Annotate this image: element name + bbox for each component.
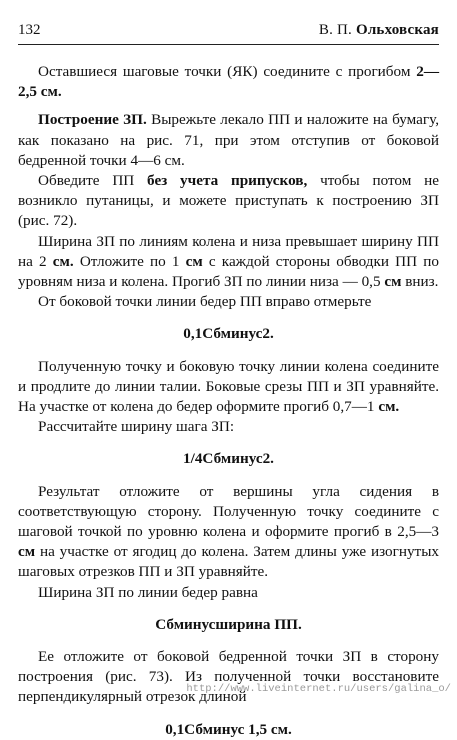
watermark-url: http://www.liveinternet.ru/users/galina_o/ <box>186 683 451 695</box>
author-surname: Ольховская <box>355 22 439 38</box>
bold-unit: см <box>18 543 36 561</box>
paragraph-6 <box>18 357 439 418</box>
formula-3: Сбминусширина ПП. <box>155 615 302 633</box>
bold-measure: 2—2,5 см. <box>18 63 439 101</box>
bold-unit: см <box>384 273 402 291</box>
paragraph-text: на участке от ягодиц до колена. Затем длины уже изогнутых шаговых отрезков ПП и ЗП уравняйте. <box>18 543 439 581</box>
bold-unit: см. <box>52 252 74 270</box>
paragraph-7: Рассчитайте ширину шага ЗП: <box>38 418 235 436</box>
paragraph-text: вниз. <box>401 273 439 291</box>
paragraph-text: Вырежьте лекало ПП и наложите на бумагу, как показано на рис. 71, при этом отступив от боковой бедренной точки 4—6 см. <box>18 111 439 169</box>
paragraph-2 <box>18 110 439 171</box>
paragraph-text: Оставшиеся шаговые точки (ЯК) соедините с прогибом <box>38 63 417 80</box>
author-initials: В. П. <box>318 22 352 38</box>
bold-phrase: без учета припусков, <box>147 172 308 190</box>
page-number: 132 <box>18 22 41 38</box>
paragraph-text: Обведите ПП <box>38 172 148 190</box>
paragraph-5: От боковой точки линии бедер ПП вправо отмерьте <box>38 293 372 311</box>
page-header <box>18 22 439 45</box>
paragraph-10: Ее отложите от боковой бедренной точки ЗП в сторону построения (рис. 73). Из полученной точки восстановите перпендикулярный отрезок длиной <box>18 648 439 706</box>
paragraph-text: с каждой стороны обводки ПП по уровням низа и колена. Прогиб ЗП по линии низа — 0,5 <box>18 252 439 291</box>
bold-unit: см. <box>378 398 400 416</box>
paragraph-4 <box>18 232 439 293</box>
formula-1: 0,1Сбминус2. <box>183 325 274 343</box>
running-head <box>319 22 439 39</box>
paragraph-text: Отложите по 1 <box>73 252 186 270</box>
paragraph-8 <box>18 482 439 583</box>
paragraph-3 <box>18 171 439 232</box>
paragraph-text: Полученную точку и боковую точку линии колена соедините и продлите до линии талии. Боковые срезы ПП и ЗП уравняйте. На участке от колена до бедер оформите прогиб 0,7—1 <box>18 357 439 416</box>
paragraph-text: Результат отложите от вершины угла сидения в соответствующую сторону. Полученную точку соедините с шаговой точкой по уровню колена и оформите прогиб в 2,5—3 <box>18 482 439 541</box>
bold-unit: см <box>185 252 203 270</box>
paragraph-text: Ширина ЗП по линиям колена и низа превышает ширину ПП на 2 <box>18 232 439 270</box>
paragraph-text: чтобы потом не возникло путаницы, и можете приступать к построению ЗП (рис. 72). <box>18 172 439 230</box>
paragraph-9: Ширина ЗП по линии бедер равна <box>38 583 258 601</box>
paragraph-1 <box>18 62 439 102</box>
formula-4: 0,1Сбминус 1,5 см. <box>165 720 292 738</box>
section-heading: Построение ЗП. <box>38 111 147 129</box>
page-body <box>18 62 439 740</box>
formula-2: 1/4Сбминус2. <box>183 450 274 468</box>
